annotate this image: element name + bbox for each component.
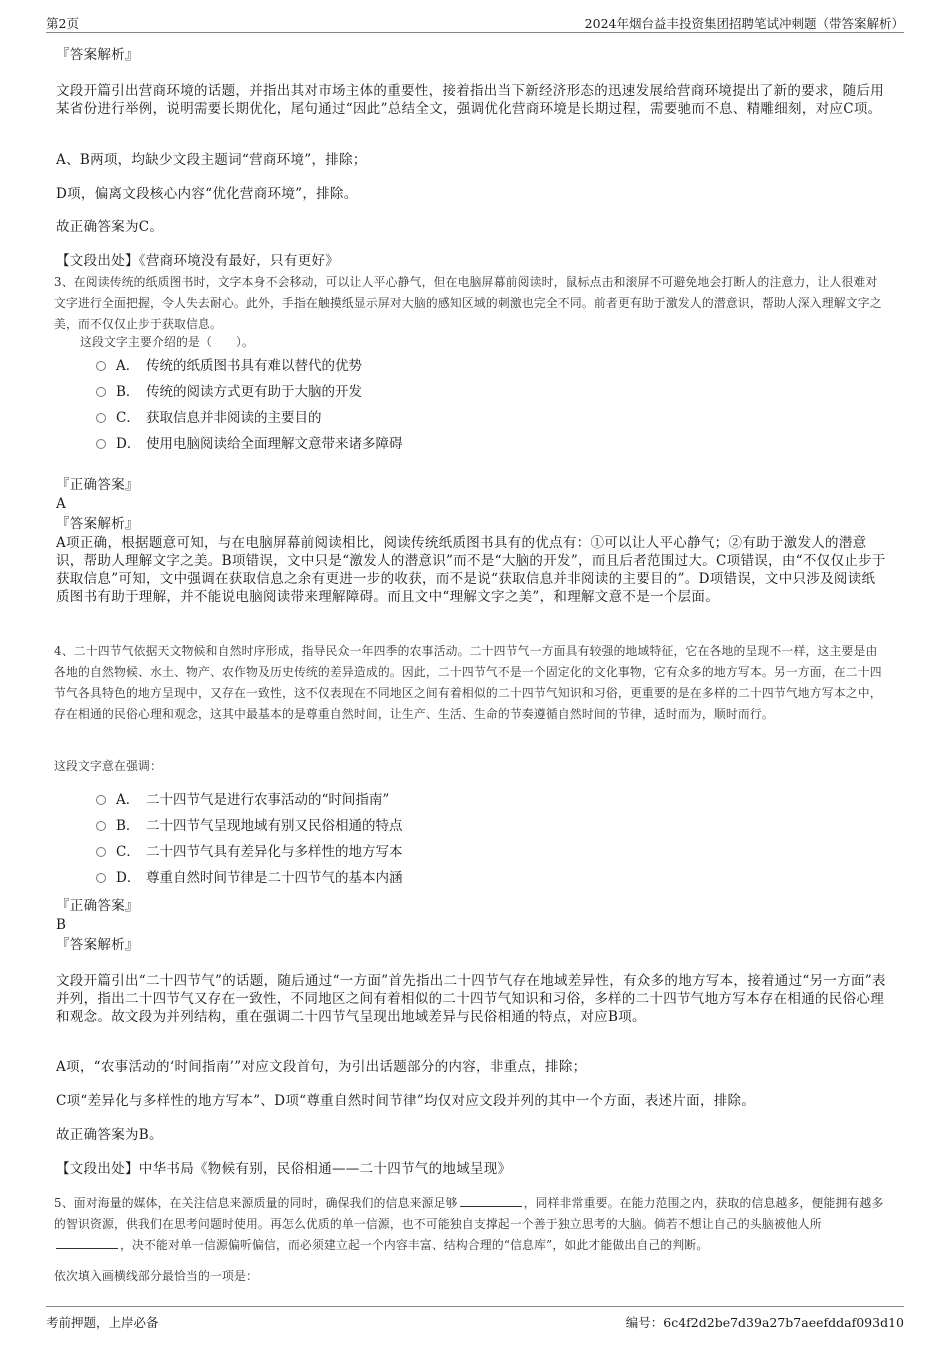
radio-icon[interactable] xyxy=(96,795,106,805)
q3-option-c[interactable]: C． 获取信息并非阅读的主要目的 xyxy=(96,409,322,427)
q4-conclusion: 故正确答案为B。 xyxy=(56,1127,163,1143)
q4-source: 【文段出处】中华书局《物候有别，民俗相通——二十四节气的地域呈现》 xyxy=(56,1161,512,1177)
q2-analysis: 文段开篇引出营商环境的话题，并指出其对市场主体的重要性，接着指出当下新经济形态的迅速发展给营商环境提出了新的要求，随后用某省份进行举例，说明需要长期优化，尾句通过“因此”总结全文，强调优化营商环境是长期过程，需要驰而不息、精雕细刻，对应C项。 xyxy=(56,83,884,117)
q4-answer: B xyxy=(56,917,67,933)
q3-answer: A xyxy=(56,496,67,512)
q4-answer-label: 『正确答案』 xyxy=(56,898,139,914)
radio-icon[interactable] xyxy=(96,413,106,423)
q3-option-d[interactable]: D． 使用电脑阅读给全面理解文意带来诸多障碍 xyxy=(96,435,403,453)
radio-icon[interactable] xyxy=(96,439,106,449)
q5-question: 依次填入画横线部分最恰当的一项是： xyxy=(54,1269,258,1283)
q3-option-a[interactable]: A． 传统的纸质图书具有难以替代的优势 xyxy=(96,357,362,375)
q4-stem: 4、二十四节气依据天文物候和自然时序形成，指导民众一年四季的农事活动。二十四节气一方面具有较强的地域特征，它在各地的呈现不一样，这主要是由各地的自然物候、水土、物产、农作物及历史传统的差异造成的。因此，二十四节气不是一个固定化的文化事物，它有众多的地方写本。另一方面，在二十四节气各具特色的地方呈现中，又存在一致性，这不仅表现在不同地区之间有着相似的二十四节气知识和习俗，更重要的是在多样的二十四节气地方写本之中，存在相通的民俗心理和观念，这其中最基本的是尊重自然时间，让生产、生活、生命的节奏遵循自然时间的节律，适时而为，顺时而行。 xyxy=(54,644,882,721)
q4-analysis-label: 『答案解析』 xyxy=(56,937,139,953)
q4-option-b[interactable]: B． 二十四节气呈现地域有别又民俗相通的特点 xyxy=(96,817,403,835)
q2-source: 【文段出处】《营商环境没有最好，只有更好》 xyxy=(56,253,340,269)
q4-exclude-cd: C项“差异化与多样性的地方写本”、D项“尊重自然时间节律”均仅对应文段并列的其中一个方面，表述片面，排除。 xyxy=(56,1093,756,1109)
footer-slogan: 考前押题，上岸必备 xyxy=(46,1315,159,1330)
q2-conclusion: 故正确答案为C。 xyxy=(56,219,164,235)
radio-icon[interactable] xyxy=(96,847,106,857)
q2-exclude-ab: A、B两项，均缺少文段主题词“营商环境”，排除； xyxy=(56,152,367,168)
q4-analysis: 文段开篇引出“二十四节气”的话题，随后通过“一方面”首先指出二十四节气存在地域差异性，有众多的地方写本，接着通过“另一方面”表并列，指出二十四节气又存在一致性，不同地区之间有着相似的二十四节气知识和习俗，多样的二十四节气地方写本存在相通的民俗心理和观念。故文段为并列结构，重在强调二十四节气呈现出地域差异与民俗相通的特点，对应B项。 xyxy=(56,973,886,1025)
page-header xyxy=(46,12,904,33)
q3-analysis-label: 『答案解析』 xyxy=(56,516,139,532)
q4-exclude-a: A项，“农事活动的‘时间指南’”对应文段首句，为引出话题部分的内容，非重点，排除； xyxy=(56,1059,587,1075)
page-number: 第2页 xyxy=(46,16,79,31)
q4-option-c[interactable]: C． 二十四节气具有差异化与多样性的地方写本 xyxy=(96,843,403,861)
radio-icon[interactable] xyxy=(96,821,106,831)
q3-stem: 3、在阅读传统的纸质图书时，文字本身不会移动，可以让人平心静气，但在电脑屏幕前阅读时，鼠标点击和滚屏不可避免地会打断人的注意力，让人很难对文字进行全面把握，令人失去耐心。此外，手指在触摸纸显示屏对大脑的感知区域的刺激也完全不同。前者更有助于激发人的潜意识，帮助人深入理解文字之美，而不仅仅止步于获取信息。 xyxy=(54,275,882,331)
page-footer xyxy=(46,1306,904,1330)
q4-option-a[interactable]: A． 二十四节气是进行农事活动的“时间指南” xyxy=(96,791,389,809)
fill-blank-1 xyxy=(460,1194,522,1207)
q3-option-b[interactable]: B． 传统的阅读方式更有助于大脑的开发 xyxy=(96,383,362,401)
q2-exclude-d: D项，偏离文段核心内容“优化营商环境”，排除。 xyxy=(56,186,358,202)
radio-icon[interactable] xyxy=(96,387,106,397)
q3-question: 这段文字主要介绍的是（ ）。 xyxy=(80,335,255,349)
q3-analysis: A项正确，根据题意可知，与在电脑屏幕前阅读相比，阅读传统纸质图书具有的优点有：①可以让人平心静气；②有助于激发人的潜意识，帮助人理解文字之美。B项错误，文中只是“激发人的潜意识”而不是“大脑的开发”，而且后者范围过大。C项错误，由“不仅仅止步于获取信息”可知，文中强调在获取信息之余有更进一步的收获，而不是说“获取信息并非阅读的主要目的”。D项错误，文中只涉及阅读纸质图书有助于理解，并不能说电脑阅读带来理解障碍。而且文中“理解文字之美”，和理解文意不是一个层面。 xyxy=(56,535,886,605)
radio-icon[interactable] xyxy=(96,361,106,371)
q5-stem: 5、面对海量的媒体，在关注信息来源质量的同时，确保我们的信息来源足够 ，同样非常重要。在能力范围之内，获取的信息越多，便能拥有越多的智识资源，供我们在思考问题时使用。再怎么优质的单一信源，也不可能独自支撑起一个善于独立思考的大脑。倘若不想让自己的头脑被他人所，决不能对单一信源偏听偏信，而必须建立起一个内容丰富、结构合理的“信息库”，如此才能做出自己的判断。 xyxy=(54,1196,884,1252)
q2-analysis-label: 『答案解析』 xyxy=(56,47,139,63)
q3-answer-label: 『正确答案』 xyxy=(56,477,139,493)
q4-option-d[interactable]: D． 尊重自然时间节律是二十四节气的基本内涵 xyxy=(96,869,403,887)
q4-question: 这段文字意在强调： xyxy=(54,759,162,773)
document-id: 编号：6c4f2d2be7d39a27b7aeefddaf093d10 xyxy=(625,1315,904,1330)
radio-icon[interactable] xyxy=(96,873,106,883)
document-title: 2024年烟台益丰投资集团招聘笔试冲刺题（带答案解析） xyxy=(584,16,904,31)
fill-blank-2 xyxy=(56,1236,118,1249)
